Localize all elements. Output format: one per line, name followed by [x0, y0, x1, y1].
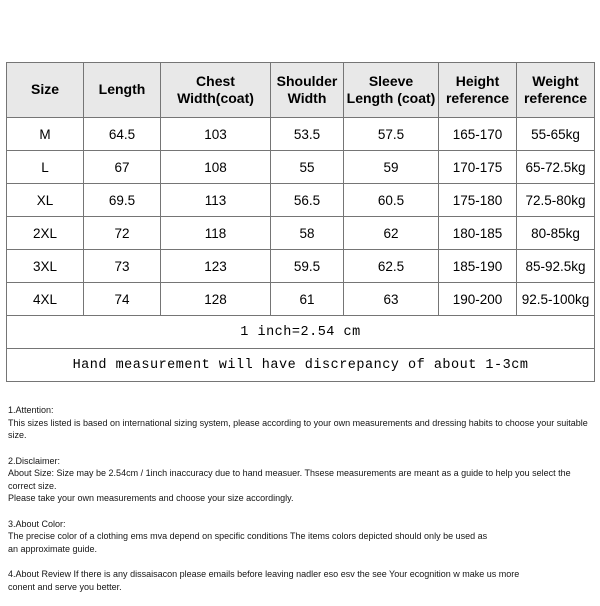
note-line: The precise color of a clothing ems mva depend on specific conditions The items colors depicted should only be used as	[8, 531, 488, 541]
note-title: 3.About Color:	[8, 518, 66, 529]
value-cell: 108	[161, 151, 271, 184]
value-cell: 63	[344, 283, 439, 316]
value-cell: 61	[271, 283, 344, 316]
table-row	[7, 250, 595, 283]
value-cell: 113	[161, 184, 271, 217]
value-cell: 128	[161, 283, 271, 316]
size-cell: 2XL	[7, 217, 84, 250]
notes-section	[8, 404, 594, 606]
value-cell: 180-185	[439, 217, 517, 250]
value-cell: 67	[84, 151, 161, 184]
value-cell: 165-170	[439, 118, 517, 151]
size-chart-table	[6, 62, 595, 382]
note-line: conent and serve you better.	[8, 581, 122, 592]
column-header: Weight reference	[517, 63, 595, 118]
column-header: Length	[84, 63, 161, 118]
table-row	[7, 283, 595, 316]
note-line: About Size: Size may be 2.54cm / 1inch inaccuracy due to hand measuer. Thsese measurements are meant as a guide to help you select the correct size.	[8, 468, 571, 491]
size-cell: 3XL	[7, 250, 84, 283]
value-cell: 175-180	[439, 184, 517, 217]
table-row	[7, 151, 595, 184]
value-cell: 55-65kg	[517, 118, 595, 151]
table-row	[7, 217, 595, 250]
value-cell: 62	[344, 217, 439, 250]
column-header: Chest Width(coat)	[161, 63, 271, 118]
size-cell: 4XL	[7, 283, 84, 316]
value-cell: 92.5-100kg	[517, 283, 595, 316]
value-cell: 103	[161, 118, 271, 151]
value-cell: 123	[161, 250, 271, 283]
table-row	[7, 184, 595, 217]
note-title: 1.Attention:	[8, 405, 54, 415]
hand-measurement-note: Hand measurement will have discrepancy of about 1-3cm	[7, 349, 595, 382]
value-cell: 72	[84, 217, 161, 250]
footer-row	[7, 316, 595, 349]
value-cell: 185-190	[439, 250, 517, 283]
note-line: 4.About Review If there is any dissaisacon please emails before leaving nadler eso esv the see Your ecognition w make us more	[8, 569, 520, 579]
column-header: Sleeve Length (coat)	[344, 63, 439, 118]
column-header: Height reference	[439, 63, 517, 118]
value-cell: 58	[271, 217, 344, 250]
value-cell: 73	[84, 250, 161, 283]
size-table-body	[7, 118, 595, 316]
value-cell: 56.5	[271, 184, 344, 217]
size-cell: L	[7, 151, 84, 184]
value-cell: 57.5	[344, 118, 439, 151]
value-cell: 69.5	[84, 184, 161, 217]
column-header: Size	[7, 63, 84, 118]
value-cell: 74	[84, 283, 161, 316]
note-line: Please take your own measurements and choose your size accordingly.	[8, 493, 294, 503]
value-cell: 53.5	[271, 118, 344, 151]
value-cell: 62.5	[344, 250, 439, 283]
note-block	[8, 404, 594, 442]
inch-conversion-note: 1 inch=2.54 cm	[7, 316, 595, 349]
value-cell: 80-85kg	[517, 217, 595, 250]
size-cell: M	[7, 118, 84, 151]
note-block	[8, 455, 594, 505]
value-cell: 65-72.5kg	[517, 151, 595, 184]
value-cell: 55	[271, 151, 344, 184]
value-cell: 85-92.5kg	[517, 250, 595, 283]
note-block	[8, 518, 594, 556]
table-row	[7, 118, 595, 151]
column-header: Shoulder Width	[271, 63, 344, 118]
header-row	[7, 63, 595, 118]
note-title: 2.Disclaimer:	[8, 455, 61, 466]
value-cell: 118	[161, 217, 271, 250]
value-cell: 72.5-80kg	[517, 184, 595, 217]
value-cell: 59.5	[271, 250, 344, 283]
value-cell: 190-200	[439, 283, 517, 316]
note-block	[8, 568, 594, 593]
footer-row	[7, 349, 595, 382]
value-cell: 170-175	[439, 151, 517, 184]
value-cell: 59	[344, 151, 439, 184]
value-cell: 60.5	[344, 184, 439, 217]
note-line: an approximate guide.	[8, 543, 98, 554]
size-cell: XL	[7, 184, 84, 217]
note-line: This sizes listed is based on international sizing system, please according to your own measurements and dressing habits to choose your suitable size.	[8, 417, 588, 440]
value-cell: 64.5	[84, 118, 161, 151]
